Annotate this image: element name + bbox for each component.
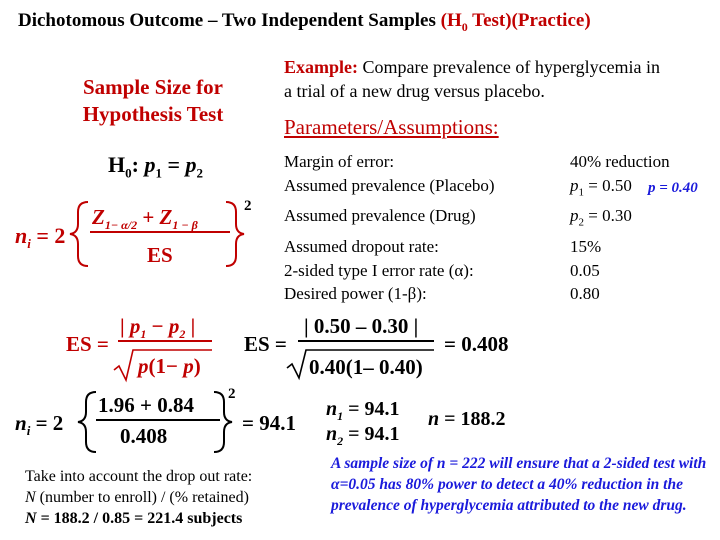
es-calculation [244,314,508,379]
dropout-note [25,466,252,529]
ni-calculation [15,386,296,452]
parameters-heading: Parameters/Assumptions: [284,115,499,139]
dropout-line3b: = 188.2 / 0.85 = 221.4 subjects [36,510,243,527]
parameter-value: 40% reduction [570,152,670,171]
parameter-label: Margin of error: [284,152,395,171]
n1-result: $n_1 = 94.1$ [326,398,400,423]
title-main: Dichotomous Outcome – Two Independent Samples [18,10,441,31]
n2-result: $n_2 = 94.1$ [326,423,400,448]
ni-lhs: $n_i = 2$ [15,223,66,251]
parameter-value: 0.05 [570,260,600,280]
parameter-value: $p_1 = 0.50$ [570,175,632,198]
ni-calc-result: = 94.1 [242,411,296,435]
dropout-line1: Take into account the drop out rate: [25,468,253,485]
dropout-line2b: (number to enroll) / (% retained) [35,489,249,506]
null-hypothesis: $H_0$: $p_1 = p_2$ [108,152,203,181]
parameter-value: 15% [570,237,602,257]
title-sub: 0 [461,19,468,34]
es-lhs: ES = [66,332,109,356]
ni-formula [15,198,252,267]
title-tail: Test)(Practice) [467,10,591,31]
parameter-value: 0.80 [570,284,600,304]
dropout-line3a: N [25,510,37,527]
es-calc-numerator: | 0.50 – 0.30 | [304,314,419,338]
n-total-result: n = 188.2 [428,408,506,430]
example-line2: a trial of a new drug versus placebo. [284,81,545,101]
es-calc-lhs: ES = [244,332,287,356]
ni-calc-left-brace [78,392,96,452]
parameter-label: Assumed prevalence (Drug) [284,206,476,226]
dropout-line2a: N [25,489,36,506]
parameter-value: $p_2 = 0.30$ [570,206,632,229]
parameter-label: Assumed dropout rate: [284,237,439,257]
pooled-p-text: p = 0.40 [648,180,698,196]
ni-calc-denominator: 0.408 [120,424,168,448]
title-h: (H [440,10,462,31]
es-formula [66,314,212,380]
parameter-label: Assumed prevalence (Placebo) [284,175,495,195]
example-label: Example: [284,57,358,77]
ni-denominator: ES [147,243,173,267]
example-line1: Compare prevalence of hyperglycemia in [358,57,661,77]
es-denominator: p(1− p) [138,354,201,378]
parameter-label: Desired power (1-β): [284,284,427,304]
es-numerator: | $p_1 - p_2$ | [120,314,196,341]
ni-calc-numerator: 1.96 + 0.84 [98,393,194,417]
conclusion-text: A sample size of n = 222 will ensure that a 2-sided test with α=0.05 has 80% power to detect a 40% reduction in the prevalence of hyperglycemia attributed to the new drug. [331,455,707,514]
n-results [326,398,506,448]
es-calc-result: = 0.408 [444,332,509,356]
right-brace [226,202,244,266]
sample-size-heading: Sample Size for Hypothesis Test [82,75,224,126]
ni-calc-exponent: 2 [228,386,236,402]
es-calc-denominator: 0.40(1– 0.40) [309,355,423,379]
left-brace [70,202,88,266]
ni-calc-lhs: $n_i = 2$ [15,411,64,438]
ni-exponent: 2 [244,198,252,214]
ni-numerator: $Z_{1- \alpha/2} + Z_{1 - \beta}$ [92,205,198,232]
parameter-label: 2-sided type I error rate (α): [284,260,474,280]
